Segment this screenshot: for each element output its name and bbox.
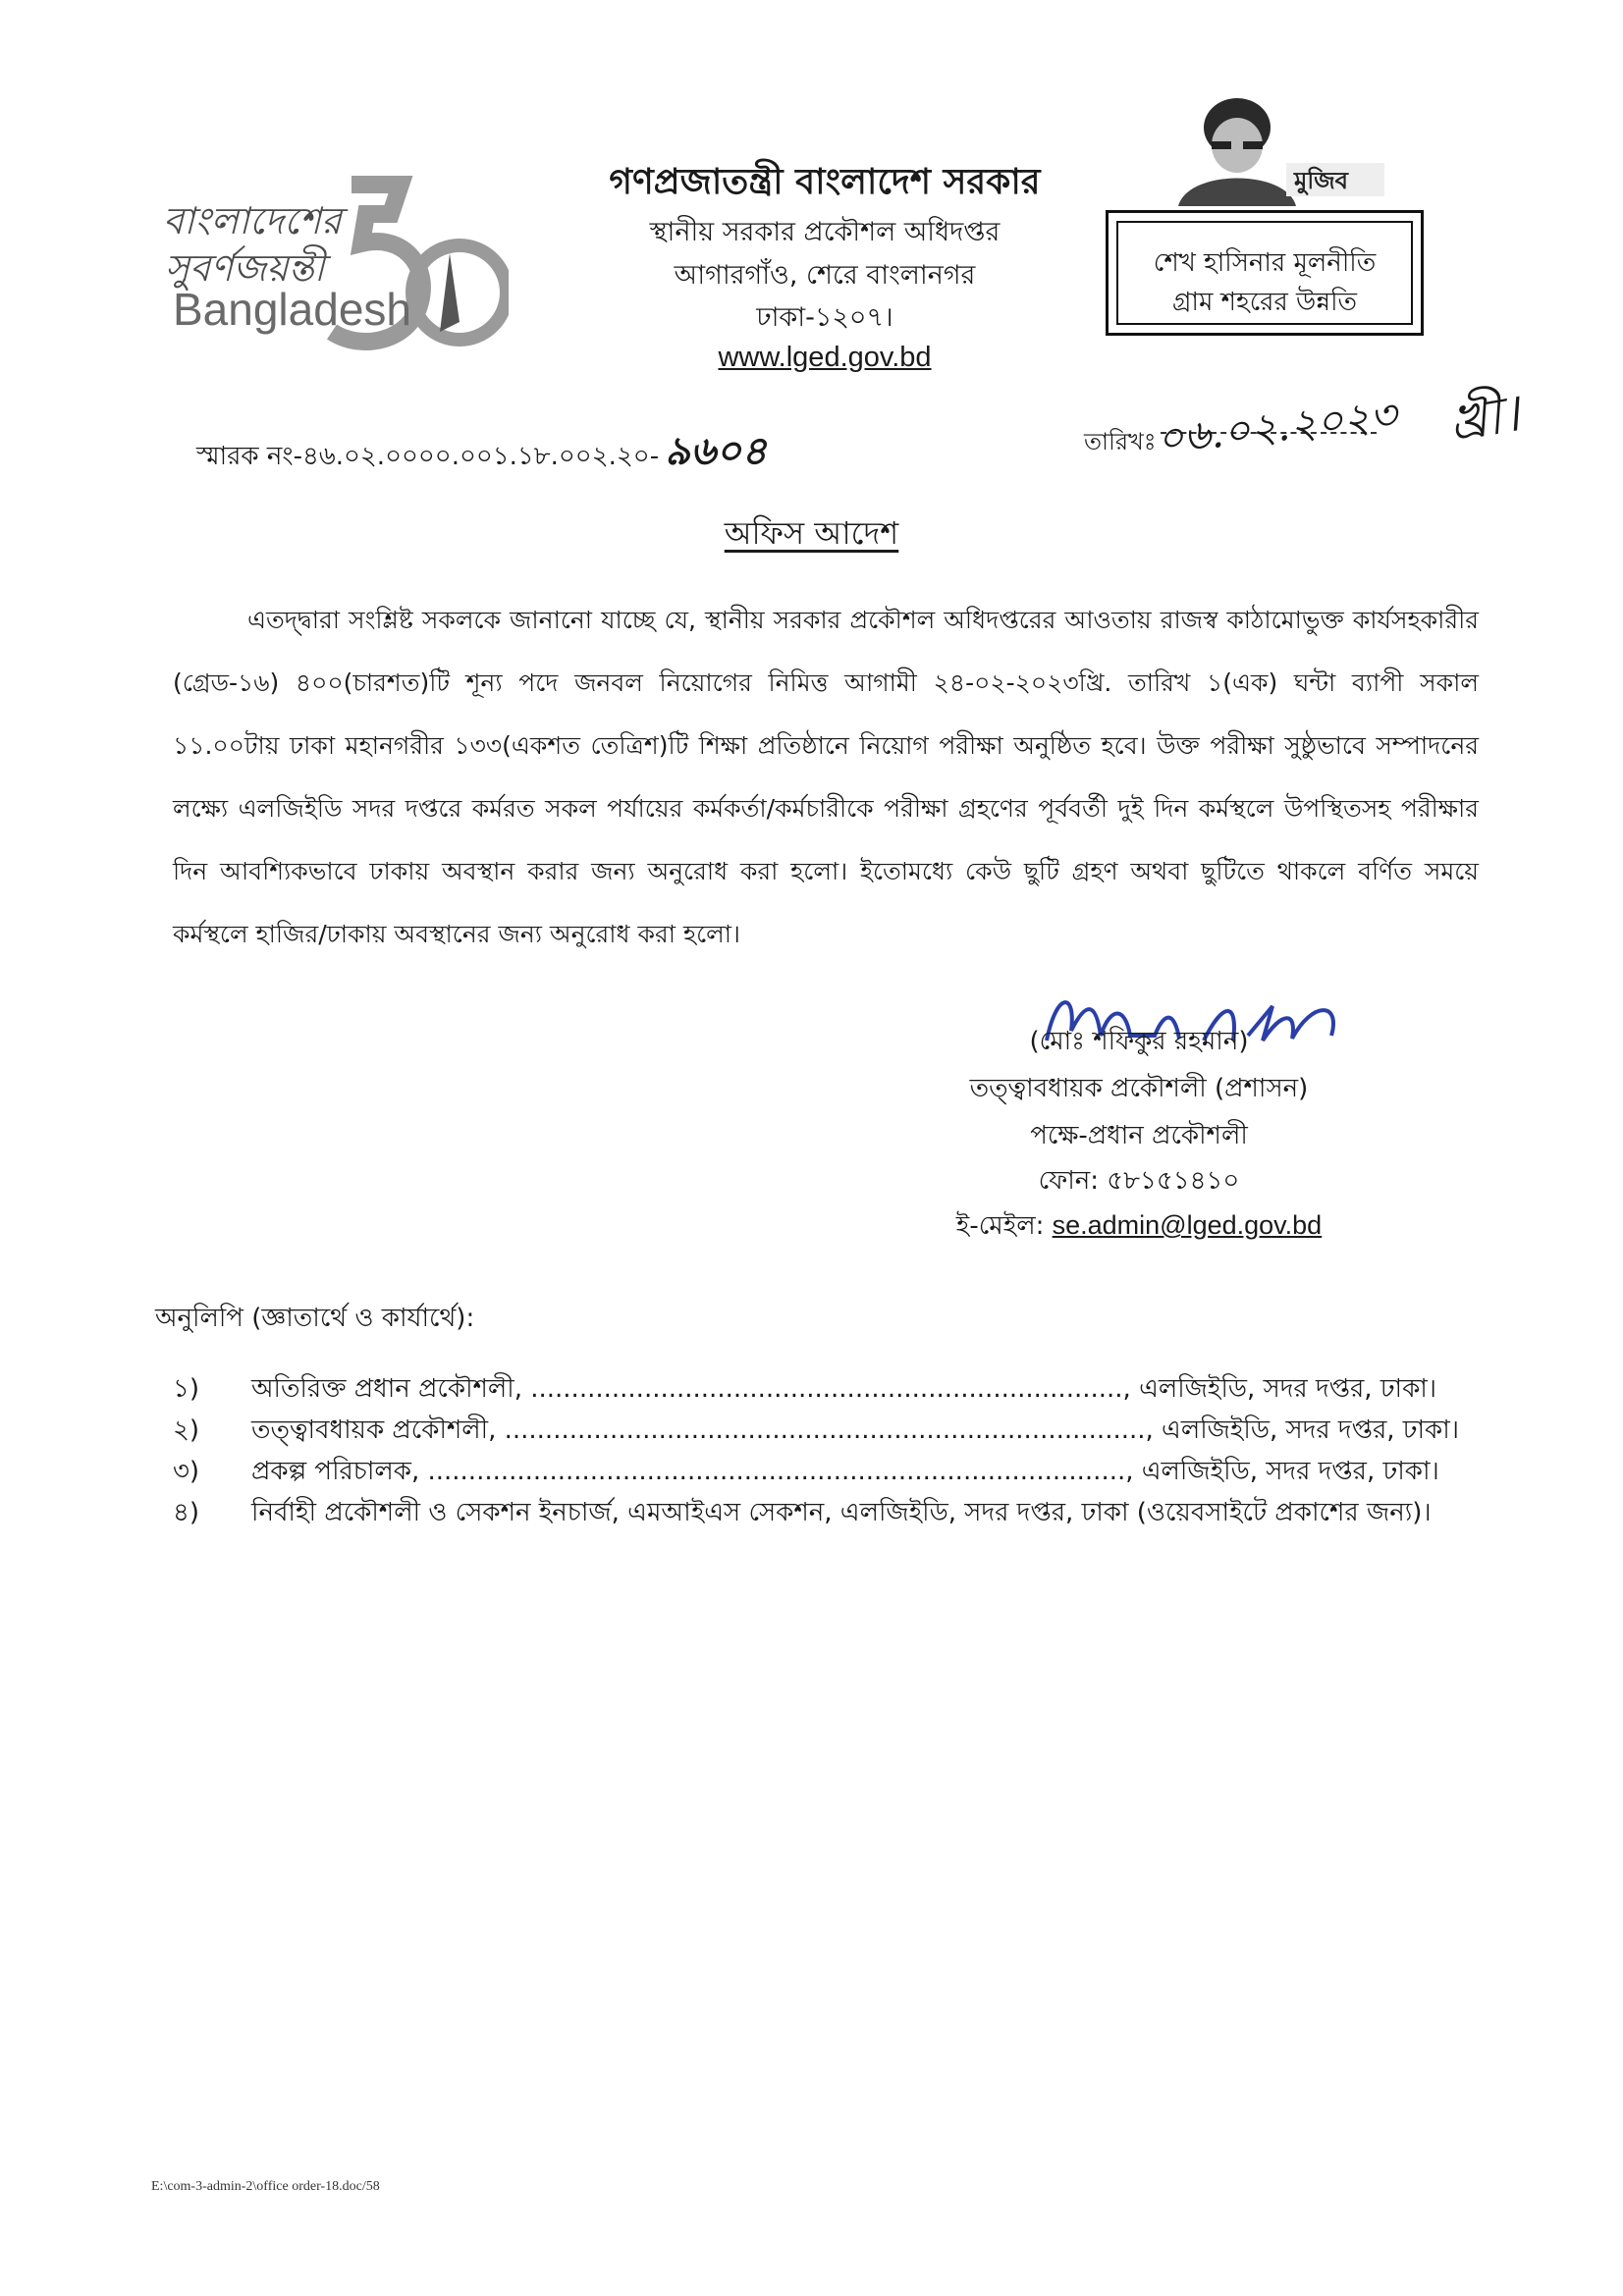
signatory-designation: তত্ত্বাবধায়ক প্রকৌশলী (প্রশাসন) (969, 1074, 1309, 1103)
list-item-text: তত্ত্বাবধায়ক প্রকৌশলী, ..............................................................................., এলজিইডি, সদর দপ্তর, ঢাকা। (251, 1415, 1460, 1445)
signatory-phone: ফোন: ৫৮১৫১৪১০ (1038, 1166, 1240, 1196)
body-paragraph: এতদ্দ্বারা সংশ্লিষ্ট সকলকে জানানো যাচ্ছে যে, স্থানীয় সরকার প্রকৌশল অধিদপ্তরের আওতায় রাজস্ব কাঠামোভুক্ত কার্যসহকারীর (গ্রেড-১৬) ৪০০(চারশত)টি শূন্য পদে জনবল নিয়োগের নিমিত্ত আগামী ২৪-০২-২০২৩খ্রি. তারিখ ১(এক) ঘন্টা ব্যাপী সকাল ১১.০০টায় ঢাকা মহানগরীর ১৩৩(একশত তেত্রিশ)টি শিক্ষা প্রতিষ্ঠানে নিয়োগ পরীক্ষা অনুষ্ঠিত হবে। উক্ত পরীক্ষা সুষ্ঠুভাবে সম্পাদনের লক্ষ্যে এলজিইডি সদর দপ্তরে কর্মরত সকল পর্যায়ের কর্মকর্তা/কর্মচারীকে পরীক্ষা গ্রহণের পূর্ববর্তী দুই দিন কর্মস্থলে উপস্থিতসহ পরীক্ষার দিন আবশ্যিকভাবে ঢাকায় অবস্থান করার জন্য অনুরোধ করা হলো। ইতোমধ্যে কেউ ছুটি গ্রহণ অথবা ছুটিতে থাকলে বর্ণিত সময়ে কর্মস্থলে হাজির/ঢাকায় অবস্থানের জন্য অনুরোধ করা হলো। (173, 606, 1479, 948)
website-link[interactable]: www.lged.gov.bd (718, 342, 932, 373)
date-label: তারিখঃ (1084, 428, 1157, 455)
list-item-number: ৩) (173, 1457, 200, 1486)
portrait-icon (1168, 90, 1404, 206)
memo-reference (196, 420, 767, 486)
slogan-box (1106, 210, 1424, 336)
document-title-text: অফিস আদেশ (724, 514, 899, 552)
list-item-text: প্রকল্প পরিচালক, ......................................................................................, এলজিইডি, সদর দপ্তর, ঢাকা। (251, 1457, 1439, 1486)
logo-text-line1: বাংলাদেশের (163, 199, 342, 242)
slogan-line1: শেখ হাসিনার মূলনীতি (1153, 248, 1377, 278)
list-item-text: অতিরিক্ত প্রধান প্রকৌশলী, ........................................................................., এলজিইডি, সদর দপ্তর, ঢাকা। (251, 1374, 1437, 1404)
list-item-text: নির্বাহী প্রকৌশলী ও সেকশন ইনচার্জ, এমআইএস সেকশন, এলজিইডি, সদর দপ্তর, ঢাকা (ওয়েবসাইটে প্রকাশের জন্য)। (251, 1498, 1432, 1527)
office-city: ঢাকা-১২০৭। (756, 302, 893, 333)
signatory-name: (মোঃ শফিকুর রহমান) (1029, 1027, 1249, 1056)
memo-prefix: স্মারক নং-৪৬.০২.০০০০.০০১.১৮.০০২.২০- (196, 442, 660, 471)
copy-to-heading: অনুলিপি (জ্ঞাতার্থে ও কার্যার্থে): (155, 1304, 475, 1333)
email-label: ই-মেইল: (955, 1211, 1045, 1241)
portrait-logo-text: মুজিব (1294, 167, 1349, 194)
date-suffix-handwritten: খ্রী। (1443, 384, 1525, 454)
list-item-number: ২) (173, 1415, 200, 1445)
office-address: আগারগাঁও, শেরে বাংলানগর (674, 260, 976, 291)
government-title: গণপ্রজাতন্ত্রী বাংলাদেশ সরকার (609, 162, 1041, 202)
logo-text-line2: সুবর্ণজয়ন্তী (165, 246, 325, 290)
date-value-handwritten: ০৬.০২.২০২৩ (1154, 390, 1399, 463)
slogan-line2: গ্রাম শহরের উন্নতি (1171, 288, 1358, 317)
department-name: স্থানীয় সরকার প্রকৌশল অধিদপ্তর (649, 217, 1001, 247)
signatory-email (913, 1205, 1365, 1249)
list-item-number: ৪) (173, 1498, 200, 1527)
list-item-number: ১) (173, 1374, 200, 1404)
file-path-footer: E:\com-3-admin-2\office order-18.doc/58 (151, 2179, 380, 2194)
email-link[interactable]: se.admin@lged.gov.bd (1052, 1210, 1323, 1240)
golden-jubilee-logo (155, 175, 528, 361)
memo-number-handwritten: ৯৬০৪ (665, 428, 768, 474)
document-title (0, 508, 1623, 561)
mujib-portrait-logo (1168, 90, 1404, 206)
logo-text-line3: Bangladesh (173, 284, 411, 335)
date-field (1084, 384, 1595, 463)
signatory-on-behalf: পক্ষে-প্রধান প্রকৌশলী (1030, 1121, 1248, 1150)
